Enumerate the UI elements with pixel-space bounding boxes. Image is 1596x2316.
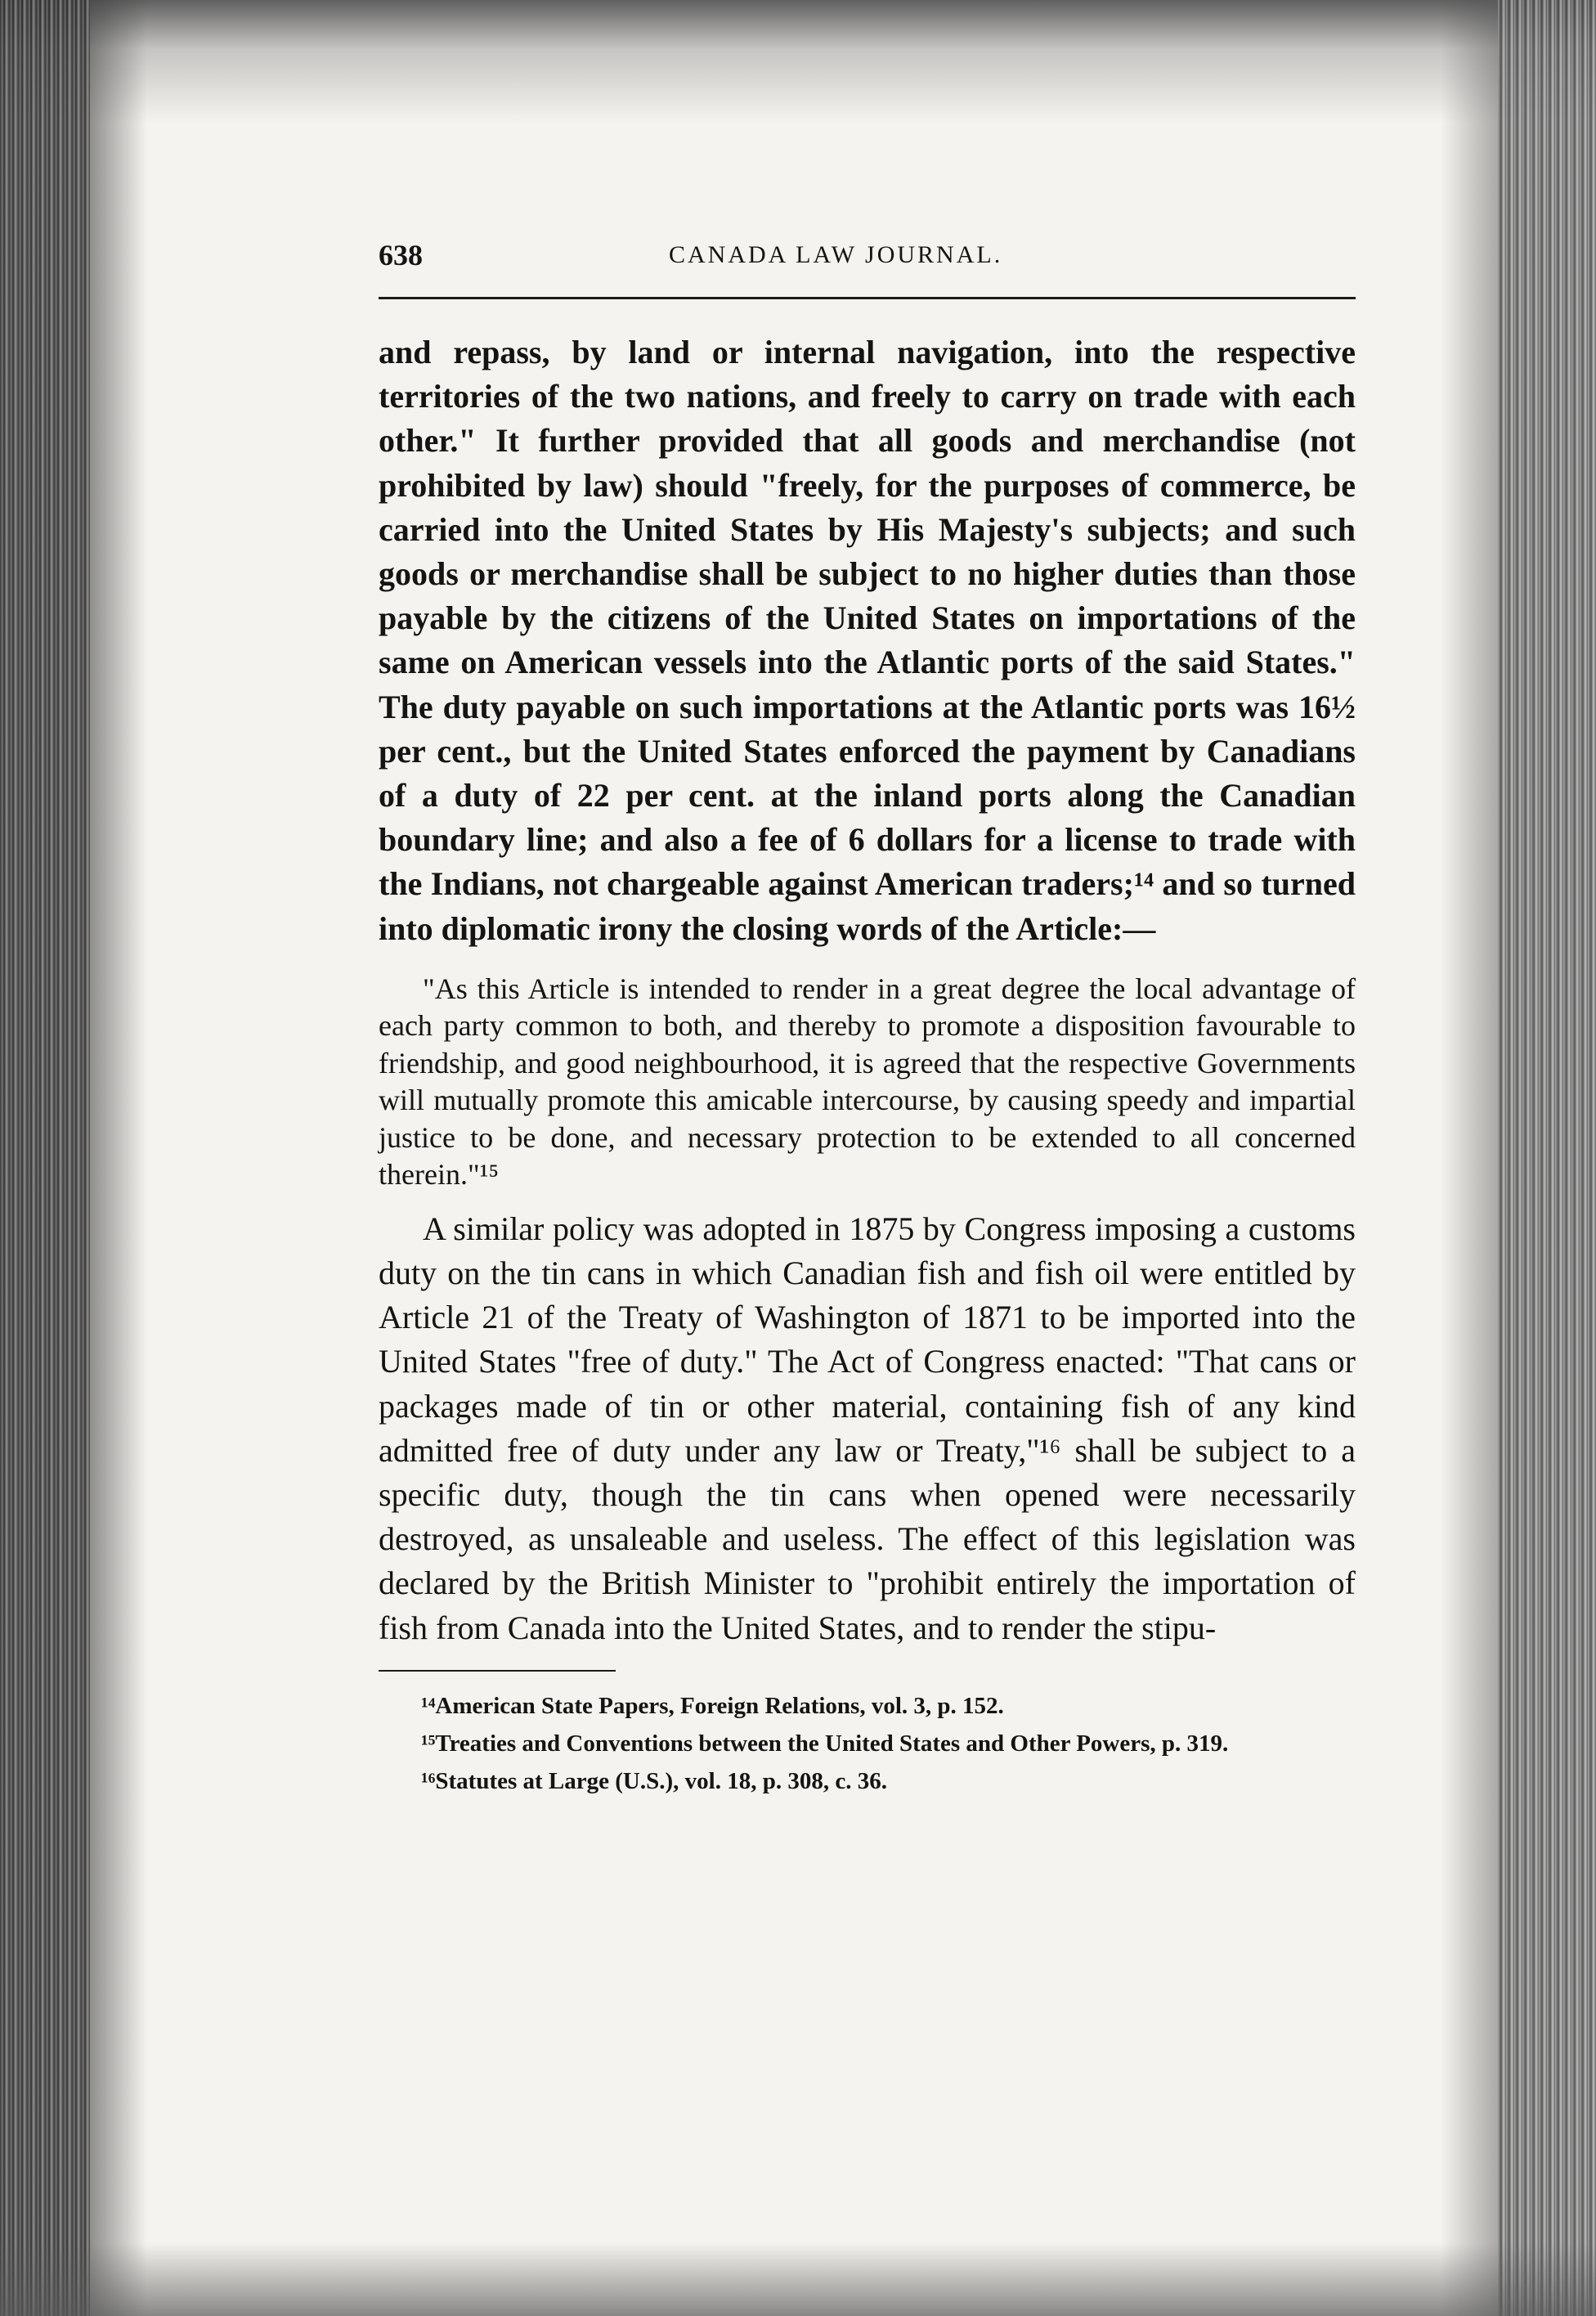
footnote-15: ¹⁵Treaties and Conventions between the United States and Other Powers, p. 319. bbox=[421, 1730, 1229, 1757]
footnote-16: ¹⁶Statutes at Large (U.S.), vol. 18, p. 308, c. 36. bbox=[421, 1767, 887, 1794]
document-page bbox=[379, 233, 1356, 1802]
scan-shadow-top bbox=[0, 0, 1596, 123]
body-paragraph-1: and repass, by land or internal navigation, into the respective territories of the two nations, and freely to carry on trade with each other." It further provided that all goods and merchandise (not prohibited by law) should "freely, for the purposes of commerce, be carried into the United States by His Majesty's subjects; and such goods or merchandise shall be subject to no higher duties than those payable by the citizens of the United States on importations of the same on American vessels into the Atlantic ports of the said States." The duty payable on such importations at the Atlantic ports was 16½ per cent., but the United States enforced the payment by Canadians of a duty of 22 per cent. at the inland ports along the Canadian boundary line; and also a fee of 6 dollars for a license to trade with the Indians, not chargeable against American traders;¹⁴ and so turned into diplomatic irony the closing words of the Article:— bbox=[379, 334, 1356, 947]
scan-shadow-left bbox=[0, 0, 90, 2316]
scan-shadow-bottom bbox=[0, 2242, 1596, 2316]
header-rule bbox=[379, 297, 1356, 299]
body-paragraph-2: A similar policy was adopted in 1875 by Congress imposing a customs duty on the tin cans in which Canadian fish and fish oil were entitled by Article 21 of the Treaty of Washington of 1871 to be imported into the United States "free of duty." The Act of Congress enacted: "That cans or packages made of tin or other material, containing fish of any kind admitted free of duty under any law or Treaty,"¹⁶ shall be subject to a specific duty, though the tin cans when opened were necessarily destroyed, as unsaleable and useless. The effect of this legislation was declared by the British Minister to "prohibit entirely the importation of fish from Canada into the United States, and to render the stipu- bbox=[379, 1210, 1356, 1646]
block-quote: "As this Article is intended to render in a great degree the local advantage of each party common to both, and thereby to promote a disposition favourable to friendship, and good neighbourhood, it is agreed that the respective Governments will mutually promote this amicable intercourse, by causing speedy and impartial justice to be done, and necessary protection to be extended to all concerned therein."¹⁵ bbox=[379, 972, 1356, 1192]
running-head bbox=[379, 233, 1356, 281]
footnote-14: ¹⁴American State Papers, Foreign Relations, vol. 3, p. 152. bbox=[421, 1692, 1004, 1719]
journal-title: CANADA LAW JOURNAL. bbox=[669, 241, 1003, 268]
scan-shadow-right-fade bbox=[1441, 0, 1498, 2316]
footnote-rule bbox=[379, 1670, 616, 1672]
page-number: 638 bbox=[379, 239, 423, 272]
scan-shadow-left-fade bbox=[90, 0, 147, 2316]
scan-shadow-right bbox=[1498, 0, 1596, 2316]
